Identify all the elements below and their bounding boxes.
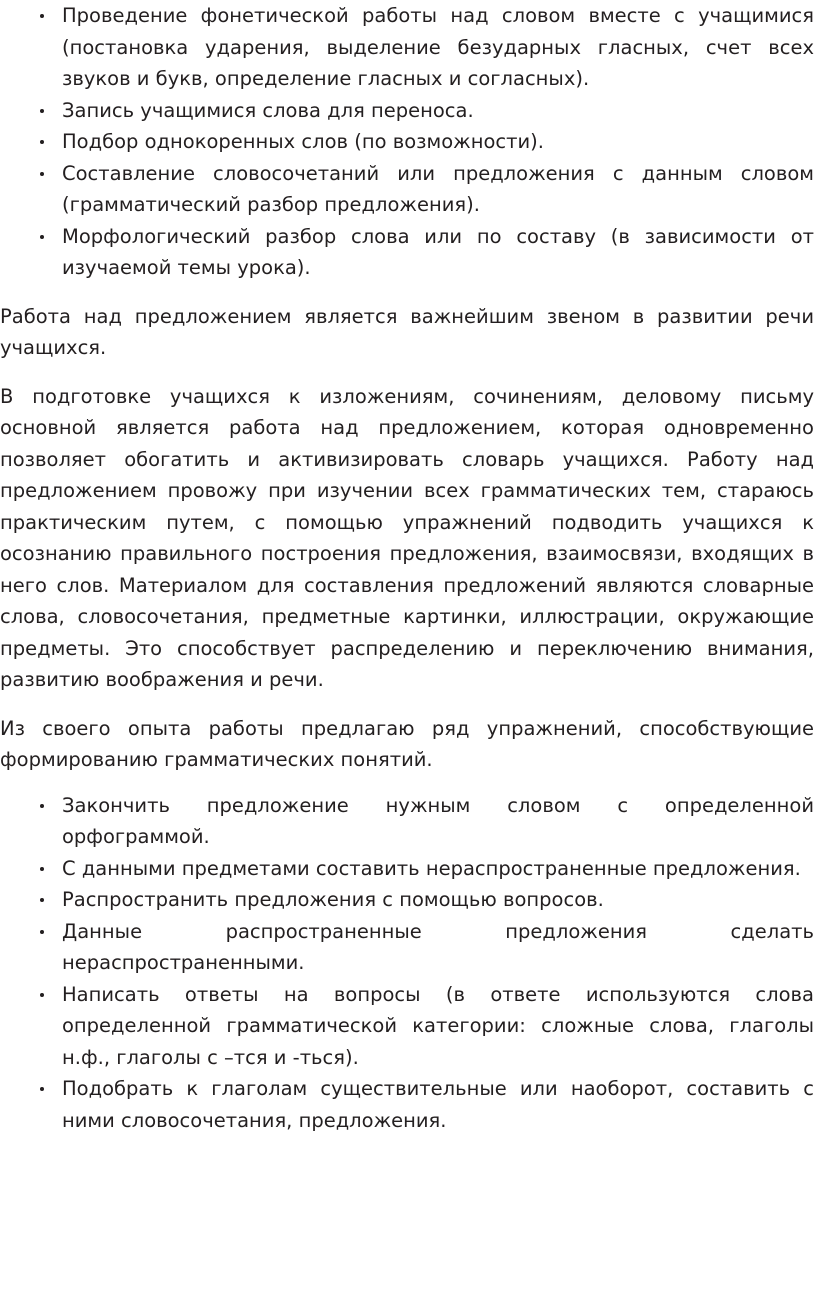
list-item: Написать ответы на вопросы (в ответе используются слова определенной грамматической категории: сложные слова, глаголы н.ф., глаголы с –тся и -ться). xyxy=(0,979,814,1074)
list-item: С данными предметами составить нераспространенные предложения. xyxy=(0,853,814,885)
list-item: Составление словосочетаний или предложения с данным словом (грамматический разбор предложения). xyxy=(0,158,814,221)
list-item: Подобрать к глаголам существительные или наоборот, составить с ними словосочетания, предложения. xyxy=(0,1073,814,1136)
list-item: Проведение фонетической работы над словом вместе с учащимися (постановка ударения, выделение безударных гласных, счет всех звуков и букв, определение гласных и согласных). xyxy=(0,0,814,95)
list-item: Морфологический разбор слова или по составу (в зависимости от изучаемой темы урока). xyxy=(0,221,814,284)
spacer xyxy=(0,364,814,381)
bulleted-list-exercises xyxy=(0,790,814,1137)
spacer xyxy=(0,776,814,790)
paragraph-experience: Из своего опыта работы предлагаю ряд упражнений, способствующие формированию грамматических понятий. xyxy=(0,716,814,771)
list-item: Распространить предложения с помощью вопросов. xyxy=(0,884,814,916)
list-item: Данные распространенные предложения сделать нераспространенными. xyxy=(0,916,814,979)
list-item: Закончить предложение нужным словом с определенной орфограммой. xyxy=(0,790,814,853)
spacer xyxy=(0,284,814,301)
list-item: Подбор однокоренных слов (по возможности). xyxy=(0,126,814,158)
paragraph-preparation: В подготовке учащихся к изложениям, сочинениям, деловому письму основной является работа над предложением, которая одновременно позволяет обогатить и активизировать словарь учащихся. Работу над предложением провожу при изучении всех грамматических тем, стараюсь практическим путем, с помощью упражнений подводить учащихся к осознанию правильного построения предложения, взаимосвязи, входящих в него слов. Материалом для составления предложений являются словарные слова, словосочетания, предметные картинки, иллюстрации, окружающие предметы. Это способствует распределению и переключению внимания, развитию воображения и речи. xyxy=(0,384,814,691)
spacer xyxy=(0,696,814,713)
bulleted-list-methods xyxy=(0,0,814,284)
list-item: Запись учащимися слова для переноса. xyxy=(0,95,814,127)
paragraph-sentence-work: Работа над предложением является важнейшим звеном в развитии речи учащихся. xyxy=(0,304,814,359)
